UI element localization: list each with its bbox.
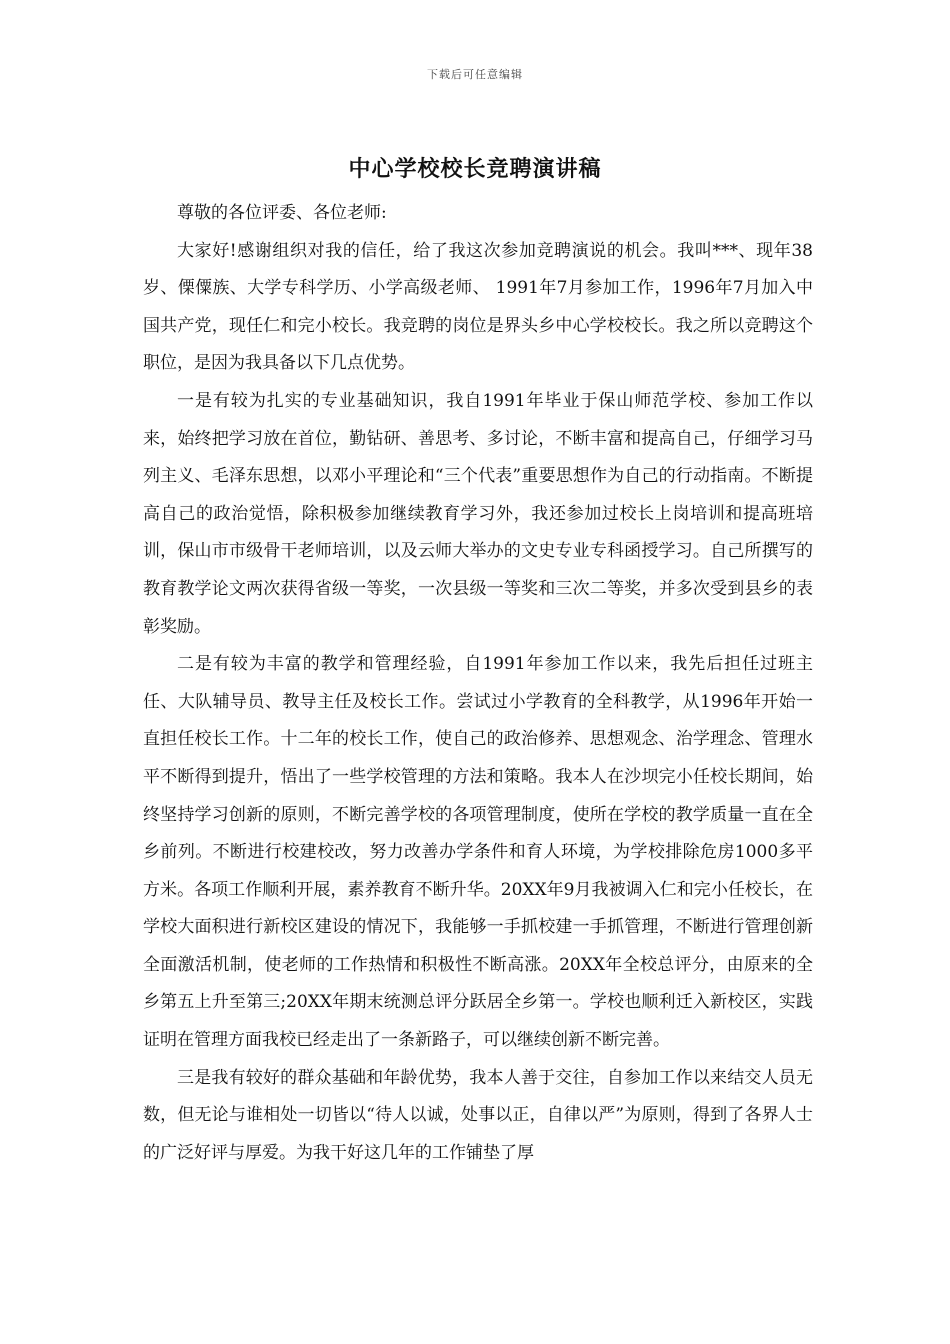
document-title: 中心学校校长竞聘演讲稿 (348, 156, 602, 182)
advantage-two-paragraph: 二是有较为丰富的教学和管理经验，自1991年参加工作以来，我先后担任过班主任、大队辅导员、教导主任及校长工作。尝试过小学教育的全科教学，从1996年开始一直担任校长工作。十二年的校长工作，使自己的政治修养、思想观念、治学理念、管理水平不断得到提升，悟出了一些学校管理的方法和策略。我本人在沙坝完小任校长期间，始终坚持学习创新的原则，不断完善学校的各项管理制度，使所在学校的教学质量一直在全乡前列。不断进行校建校改，努力改善办学条件和育人环境，为学校排除危房1000多平方米。各项工作顺利开展，素养教育不断升华。20XX年9月我被调入仁和完小任校长，在学校大面积进行新校区建设的情况下，我能够一手抓校建一手抓管理，不断进行管理创新全面激活机制，使老师的工作热情和积极性不断高涨。20XX年全校总评分，由原来的全乡第五上升至第三;20XX年期末统测总评分跃居全乡第一。学校也顺利迁入新校区，实践证明在管理方面我校已经走出了一条新路子，可以继续创新不断完善。 (143, 654, 813, 1051)
salutation-paragraph: 尊敬的各位评委、各位老师: (177, 203, 387, 223)
advantage-one-paragraph: 一是有较为扎实的专业基础知识，我自1991年毕业于保山师范学校、参加工作以来，始终把学习放在首位，勤钻研、善思考、多讨论，不断丰富和提高自己，仔细学习马列主义、毛泽东思想，以邓小平理论和“三个代表”重要思想作为自己的行动指南。不断提高自己的政治觉悟，除积极参加继续教育学习外，我还参加过校长上岗培训和提高班培训，保山市市级骨干老师培训，以及云师大举办的文史专业专科函授学习。自己所撰写的教育教学论文两次获得省级一等奖，一次县级一等奖和三次二等奖，并多次受到县乡的表彰奖励。 (143, 390, 813, 637)
document-body (143, 195, 813, 1172)
advantage-three-paragraph: 三是我有较好的群众基础和年龄优势，我本人善于交往，自参加工作以来结交人员无数，但无论与谁相处一切皆以“待人以诚，处事以正，自律以严”为原则，得到了各界人士的广泛好评与厚爱。为我干好这几年的工作铺垫了厚 (143, 1067, 813, 1163)
header-note: 下载后可任意编辑 (427, 68, 523, 81)
intro-paragraph: 大家好!感谢组织对我的信任，给了我这次参加竞聘演说的机会。我叫***、现年38岁、傈僳族、大学专科学历、小学高级老师、 1991年7月参加工作，1996年7月加入中国共产党，现任仁和完小校长。我竞聘的岗位是界头乡中心学校校长。我之所以竞聘这个职位，是因为我具备以下几点优势。 (143, 240, 813, 374)
